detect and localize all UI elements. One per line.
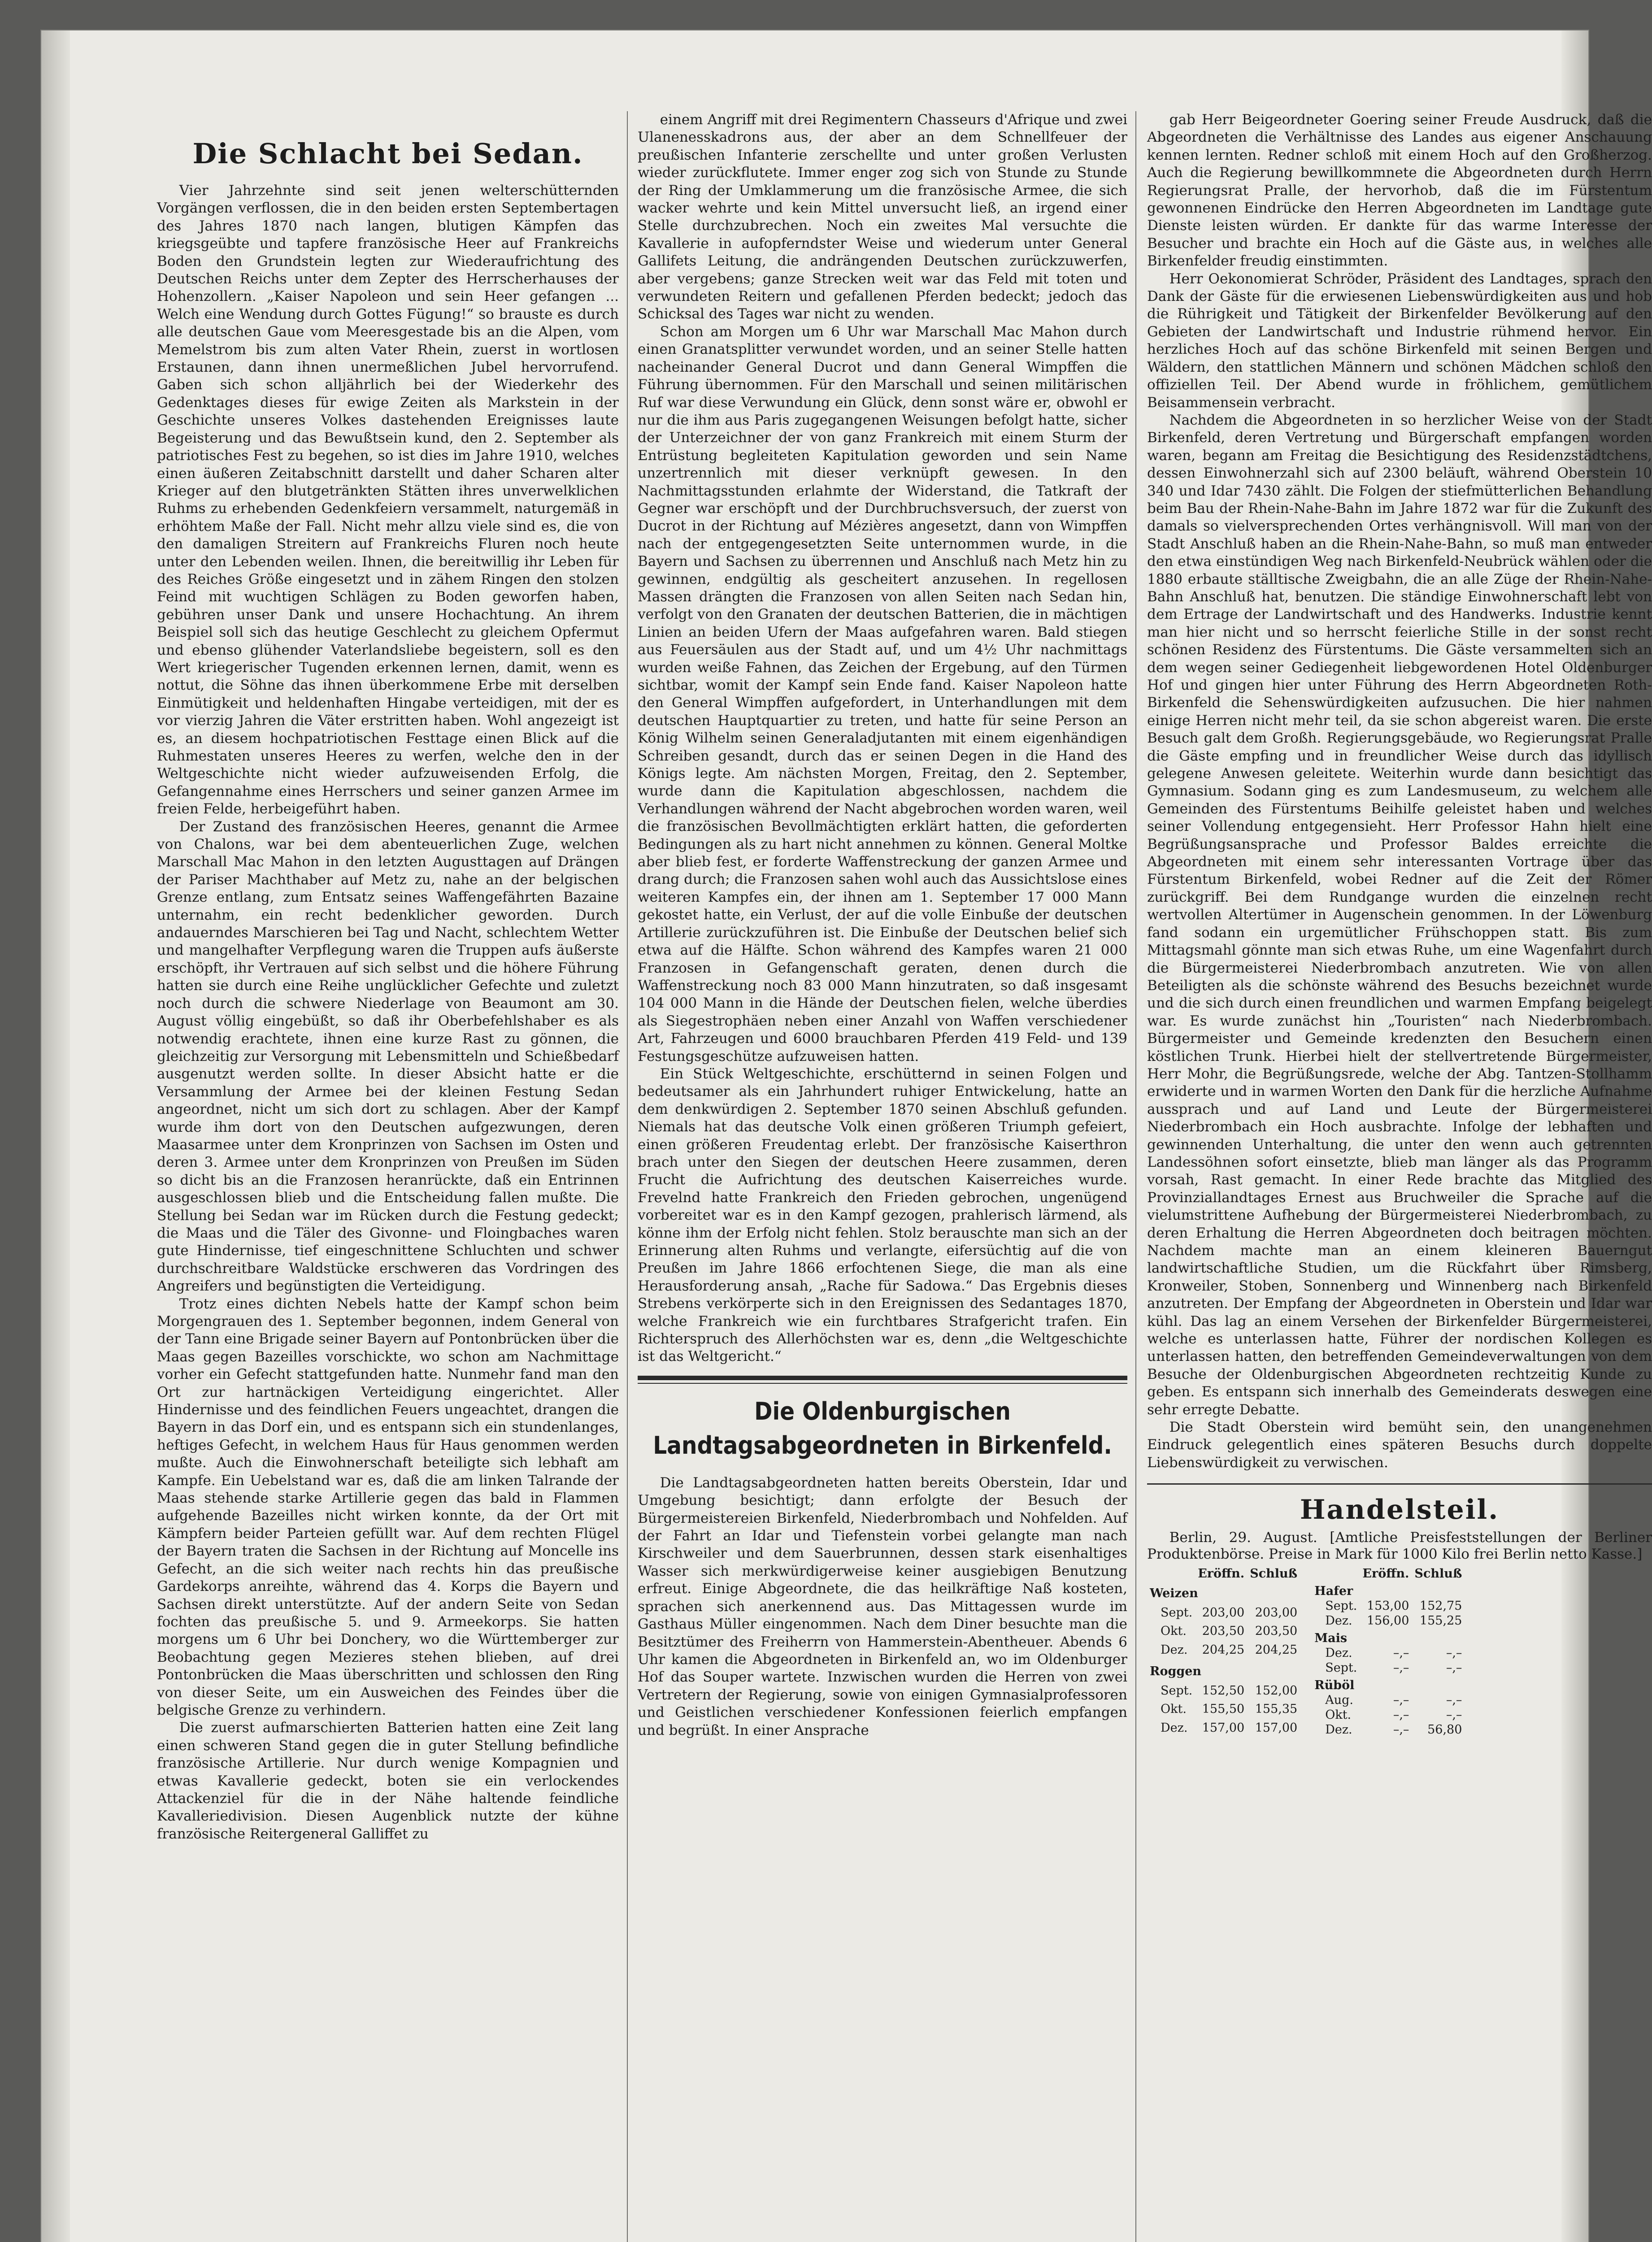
closing-price: –,– bbox=[1446, 1708, 1462, 1722]
price-row bbox=[1312, 1646, 1465, 1660]
price-row bbox=[1312, 1613, 1465, 1628]
paragraph: Ein Stück Weltgeschichte, erschütternd in seinen Folgen und bedeutsamer als ein Jahrhundert ruhiger Entwickelung, hatte an dem denkwürdigen 2. September 1870 seinen Abschluß gefunden. Niemals hat das deutsche Volk einen größeren Triumph gefeiert, einen größeren Freudentag erlebt. Der französische Kaiserthron brach unter den Siegen der deutschen Heere zusammen, deren Frucht die Aufrichtung des deutschen Kaiserreiches wurde. Frevelnd hatte Frankreich den Frieden gebrochen, ungenügend vorbereitet war es in den Kampf gezogen, prahlerisch lärmend, als könne ihm der Erfolg nicht fehlen. Stolz berauschte man sich an der Erinnerung alten Ruhms und verlangte, eifersüchtig auf die von Preußen im Jahre 1866 erfochtenen Siege, die man als eine Herausforderung ansah, „Rache für Sadowa.“ Das Ergebnis dieses Strebens verkörperte sich in den Ereignissen des Sedantages 1870, welche Frankreich wie ein furchtbares Strafgericht trafen. Ein Richterspruch des Allerhöchsten war es, denn „die Weltgeschichte ist das Weltgericht.“ bbox=[638, 1065, 1127, 1365]
opening-price: 155,50 bbox=[1202, 1702, 1245, 1716]
month-label: Sept. bbox=[1161, 1605, 1193, 1620]
closing-price: 204,25 bbox=[1255, 1642, 1298, 1657]
header-open: Eröffn. bbox=[1362, 1567, 1409, 1581]
section-divider-thin bbox=[638, 1383, 1127, 1384]
month-label: Dez. bbox=[1325, 1614, 1352, 1628]
commodity-name: Hafer bbox=[1314, 1584, 1353, 1599]
section-divider bbox=[1147, 1483, 1652, 1485]
opening-price: 203,00 bbox=[1202, 1605, 1245, 1620]
closing-price: 203,50 bbox=[1255, 1624, 1298, 1638]
paragraph: einem Angriff mit drei Regimentern Chasseurs d'Afrique und zwei Ulanenesskadrons aus, der aber an dem Schnellfeuer der preußischen Infanterie zerschellte und unter großen Verlusten wieder zurückflutete. Immer enger zog sich von Stunde zu Stunde der Ring der Umklammerung um die französische Armee, die sich wacker wehrte und kein Mittel unversucht ließ, an irgend einer Stelle durchzubrechen. Noch ein zweites Mal versuchte die Kavallerie in aufopferndster Weise und wiederum unter General Gallifets Leitung, die andrängenden Deutschen zurückzuwerfen, aber vergebens; ganze Strecken weit war das Feld mit toten und verwundeten Reitern und gefallenen Pferden bedeckt; jedoch das Schicksal des Tages war nicht zu wenden. bbox=[638, 112, 1127, 322]
market-section-title: Handelsteil. bbox=[1300, 1494, 1500, 1526]
month-label: Dez. bbox=[1325, 1723, 1352, 1737]
price-row bbox=[1147, 1622, 1300, 1641]
opening-price: –,– bbox=[1393, 1693, 1409, 1708]
paragraph: Trotz eines dichten Nebels hatte der Kampf schon beim Morgengrauen des 1. September begonnen, indem General von der Tann eine Brigade seiner Bayern auf Pontonbrücken über die Maas gegen Bazeilles vorschickte, wo schon am Nachmittage vorher ein Gefecht stattgefunden hatte. Nunmehr fand man den Ort zur hartnäckigen Verteidigung eingerichtet. Aller Hindernisse und des feindlichen Feuers ungeachtet, drangen die Bayern in das Dorf ein, und es entspann sich ein stundenlanges, heftiges Gefecht, in welchem Haus für Haus genommen werden mußte. Auch die Einwohnerschaft beteiligte sich lebhaft am Kampfe. Ein Uebelstand war es, daß die am linken Talrande der Maas stehende starke Artillerie gegen das bald in Flammen aufgehende Bazeilles nicht wirken konnte, da der Ort mit Kämpfern beider Parteien gefüllt war. Auf dem rechten Flügel der Bayern traten die Sachsen in der Richtung auf Moncelle ins Gefecht, an die sich weiter nach rechts hin das preußische Gardekorps anreihte, während das 4. Korps die Bayern und Sachsen direkt unterstützte. Auf der andern Seite von Sedan fochten das preußische 5. und 9. Armeekorps. Sie hatten morgens um 6 Uhr bei Donchery, wo die Württemberger zur Beobachtung gegen Mezieres stehen blieben, auf drei Pontonbrücken die Maas überschritten und schlossen den Ring von dieser Seite, um ein Ausweichen des Feindes über die belgische Grenze zu verhindern. bbox=[157, 1295, 619, 1718]
commodity-name: Rüböl bbox=[1314, 1678, 1355, 1693]
price-row bbox=[1147, 1719, 1300, 1738]
column-divider bbox=[627, 111, 628, 2242]
commodity-name: Mais bbox=[1314, 1631, 1348, 1646]
section-divider bbox=[638, 1376, 1127, 1380]
price-row bbox=[1312, 1599, 1465, 1613]
market-intro-text: Berlin, 29. August. [Amtliche Preisfeststellungen der Berliner Produktenbörse. Preise in Mark für 1000 Kilo frei Berlin netto Kasse.] bbox=[1147, 1529, 1652, 1563]
header-close: Schluß bbox=[1414, 1567, 1462, 1581]
opening-price: 153,00 bbox=[1366, 1599, 1409, 1613]
column-divider bbox=[1135, 111, 1136, 2242]
opening-price: –,– bbox=[1393, 1661, 1409, 1675]
opening-price: 203,50 bbox=[1202, 1624, 1245, 1638]
price-table-left bbox=[1147, 1566, 1300, 1737]
month-label: Sept. bbox=[1325, 1661, 1357, 1675]
opening-price: –,– bbox=[1393, 1723, 1409, 1737]
month-label: Dez. bbox=[1161, 1721, 1188, 1735]
closing-price: 152,00 bbox=[1255, 1683, 1298, 1698]
paragraph: Die Stadt Oberstein wird bemüht sein, den unangenehmen Eindruck gelegentlich eines späteren Besuchs durch doppelte Liebenswürdigkeit zu verwischen. bbox=[1147, 1419, 1652, 1471]
month-label: Sept. bbox=[1325, 1599, 1357, 1613]
newspaper-page bbox=[41, 30, 1652, 2242]
closing-price: –,– bbox=[1446, 1661, 1462, 1675]
price-row bbox=[1312, 1708, 1465, 1722]
closing-price: 155,25 bbox=[1419, 1614, 1462, 1628]
price-row bbox=[1312, 1660, 1465, 1675]
month-label: Aug. bbox=[1325, 1693, 1353, 1708]
column-2 bbox=[638, 111, 1127, 1739]
closing-price: 203,00 bbox=[1255, 1605, 1298, 1620]
paragraph: Die Landtagsabgeordneten hatten bereits Oberstein, Idar und Umgebung besichtigt; dann erfolgte der Besuch der Bürgermeistereien Birkenfeld, Niederbrombach und Nohfelden. Auf der Fahrt an Idar und Tiefenstein vorbei gelangte man nach Kirschweiler und dem Sauerbrunnen, dessen stark eisenhaltiges Wasser sich merkwürdigerweise keiner ausgiebigen Benutzung erfreut. Einige Abgeordnete, die das heilkräftige Naß kosteten, sprachen sich anerkennend aus. Das Mittagessen wurde im Gasthaus Müller eingenommen. Nach dem Diner besuchte man die Besitztümer des Freiherrn von Hammerstein-Abentheuer. Abends 6 Uhr kamen die Abgeordneten in Birkenfeld an, wo im Oldenburger Hof das Souper wartete. Inzwischen wurden die Herren von zwei Vertretern der Regierung, sowie von einigen Gymnasialprofessoren und Geistlichen verschiedener Konfessionen feierlich empfangen und begrüßt. In einer Ansprache bbox=[638, 1474, 1127, 1738]
paragraph: Die zuerst aufmarschierten Batterien hatten eine Zeit lang einen schweren Stand gegen die in guter Stellung befindliche französische Artillerie. Nur durch wenige Kompagnien und etwas Kavallerie gedeckt, boten sie ein verlockendes Attackenziel für die in der Nähe haltende feindliche Kavalleriedivision. Diesen Augenblick nutzte der kühne französische Reitergeneral Galliffet zu bbox=[157, 1720, 619, 1842]
closing-price: 152,75 bbox=[1419, 1599, 1462, 1613]
price-row bbox=[1312, 1693, 1465, 1708]
month-label: Sept. bbox=[1161, 1683, 1193, 1698]
price-row bbox=[1147, 1603, 1300, 1622]
commodity-name: Weizen bbox=[1150, 1586, 1198, 1601]
header-open: Eröffn. bbox=[1198, 1567, 1245, 1581]
closing-price: 56,80 bbox=[1427, 1723, 1462, 1737]
paragraph: Nachdem die Abgeordneten in so herzlicher Weise von der Stadt Birkenfeld, deren Vertretung und Bürgerschaft empfangen worden waren, begann am Freitag die Besichtigung des Residenzstädtchens, dessen Einwohnerzahl sich auf 2300 beläuft, während Oberstein 10 340 und Idar 7430 zählt. Die Folgen der stiefmütterlichen Behandlung beim Bau der Rhein-Nahe-Bahn im Jahre 1872 war für die Zukunft des damals so vielversprechenden Ortes verhängnisvoll. Will man von der Stadt Anschluß haben an die Rhein-Nahe-Bahn, so muß man entweder den etwa einstündigen Weg nach Birkenfeld-Neubrück wählen oder die 1880 erbaute ställtische Zweigbahn, die an alle Züge der Rhein-Nahe-Bahn Anschluß hat, benutzen. Die ständige Einwohnerschaft lebt von dem Ertrage der Landwirtschaft und des Handwerks. Industrie kennt man hier nicht und so herrscht feierliche Stille in der sonst recht schönen Residenz des Fürstentums. Die Gäste versammelten sich an dem wegen seiner Gediegenheit liebgewordenen Hotel Oldenburger Hof und gingen hier unter Führung des Herrn Abgeordneten Roth-Birkenfeld die Sehenswürdigkeiten aufzusuchen. Die hier nahmen einige Herren nicht mehr teil, da sie schon abgereist waren. Die erste Besuch galt dem Großh. Regierungsgebäude, wo Regierungsrat Pralle die Gäste empfing und in freundlicher Weise durch das idyllisch gelegene Anwesen geleitete. Weiterhin wurde dann besichtigt das Gymnasium. Sodann ging es zum Landesmuseum, zu welchem alle Gemeinden des Fürstentums Beihilfe geleistet haben und welches seiner Vollendung entgegensieht. Herr Professor Hahn hielt eine Begrüßungsansprache und Professor Baldes erreichte die Abgeordneten mit einem sehr interessanten Vortrage über das Fürstentum Birkenfeld, wobei Redner auf die Zeit der Römer zurückgriff. Bei dem Rundgange wurden die einzelnen recht wertvollen Altertümer in Augenschein genommen. In der Löwenburg fand sodann ein urgemütlicher Frühschoppen statt. Bis zum Mittagsmahl gönnte man sich etwas Ruhe, um eine Wagenfahrt durch die Bürgermeisterei Niederbrombach anzutreten. Wie von allen Beteiligten als die schönste während des Besuchs bezeichnet wurde und die sich durch einen freundlichen und warmen Empfang beigelegt war. Es wurde zunächst hin „Touristen“ nach Niederbrombach. Bürgermeister und Gemeinde kredenzten den Besuchern einen köstlichen Trunk. Hierbei hielt der stellvertretende Bürgermeister, Herr Mohr, die Begrüßungsrede, welche der Abg. Tantzen-Stollhamm erwiderte und in warmen Worten den Dank für die herzliche Aufnahme aussprach und auf Land und Leute der Bürgermeisterei Niederbrombach ein Hoch ausbrachte. Infolge der lebhaften und gewinnenden Unterhaltung, die unter den wenn auch getrennten Landessöhnen sofort einsetzte, blieb man länger als das Programm vorsah, Rast gemacht. In einer Rede brachte das Mitglied des Provinziallandtages Ernest aus Bruchweiler die Sprache auf die vielumstrittene Aufhebung der Bürgermeisterei Niederbrombach, zu deren Erhaltung die Herren Abgeordneten doch beitragen möchten. Nachdem machte man an einem kleineren Bauerngut landwirtschaftliche Studien, um die Rückfahrt über Rimsberg, Kronweiler, Stoben, Sonnenberg und Winnenberg nach Birkenfeld anzutreten. Der Empfang der Abgeordneten in Oberstein und Idar war kühl. Das lag an einem Versehen der Birkenfelder Bürgermeisterei, welche es unterlassen hatte, Führer der nordischen Kollegen es unterlassen hatten, den betreffenden Gemeindeverwaltungen von dem Besuche der Oldenburgischen Abgeordneten rechtzeitig Kunde zu geben. Es entspann sich innerhalb des Gemeinderats deswegen eine sehr erregte Debatte. bbox=[1147, 412, 1652, 1418]
month-label: Dez. bbox=[1325, 1646, 1352, 1660]
price-row bbox=[1147, 1700, 1300, 1719]
paragraph: gab Herr Beigeordneter Goering seiner Freude Ausdruck, daß die Abgeordneten die Verhältnisse des Landes aus eigener Anschauung kennen lernten. Redner schloß mit einem Hoch auf den Großherzog. Auch die Regierung bewillkommnete die Abgeordneten durch Herrn Regierungsrat Pralle, der hervorhob, daß die im Fürstentum gewonnenen Eindrücke den Herren Abgeordneten im Landtage gute Dienste leisten würden. Er dankte für das warme Interesse der Besucher und brachte ein Hoch auf die Gäste aus, in welches alle Birkenfelder freudig einstimmten. bbox=[1147, 112, 1652, 269]
opening-price: 204,25 bbox=[1202, 1642, 1245, 1657]
header-close: Schluß bbox=[1250, 1567, 1298, 1581]
month-label: Okt. bbox=[1325, 1708, 1352, 1722]
article-body-birkenfeld-part2 bbox=[1147, 111, 1652, 1472]
price-row bbox=[1147, 1641, 1300, 1660]
closing-price: 155,35 bbox=[1255, 1702, 1298, 1716]
article-body-sedan-part1 bbox=[157, 182, 619, 1843]
closing-price: –,– bbox=[1446, 1693, 1462, 1708]
article-body-sedan-part2 bbox=[638, 111, 1127, 1366]
paragraph: Herr Oekonomierat Schröder, Präsident des Landtages, sprach den Dank der Gäste für die erwiesenen Liebenswürdigkeiten aus und hob die Rührigkeit und Tätigkeit der Birkenfelder Bevölkerung auf den Gebieten der Landwirtschaft und Industrie rühmend hervor. Ein herzliches Hoch auf das schöne Birkenfeld mit seinen Bergen und Wäldern, den stattlichen Männern und schönen Mädchen schloß den offiziellen Teil. Der Abend wurde in fröhlichem, gemütlichem Beisammensein verbracht. bbox=[1147, 270, 1652, 411]
article-body-birkenfeld-part1 bbox=[638, 1474, 1127, 1739]
article-title-birkenfeld: Die Oldenburgischen Landtagsabgeordneten in Birkenfeld. bbox=[653, 1397, 1112, 1460]
month-label: Okt. bbox=[1161, 1702, 1187, 1716]
commodity-name: Roggen bbox=[1150, 1664, 1202, 1679]
price-tables bbox=[1147, 1566, 1652, 1737]
closing-price: 157,00 bbox=[1255, 1721, 1298, 1735]
article-title-sedan: Die Schlacht bei Sedan. bbox=[192, 137, 583, 170]
column-1 bbox=[157, 111, 619, 1843]
opening-price: 156,00 bbox=[1366, 1614, 1409, 1628]
price-row bbox=[1147, 1681, 1300, 1700]
month-label: Dez. bbox=[1161, 1642, 1188, 1657]
closing-price: –,– bbox=[1446, 1646, 1462, 1660]
column-3 bbox=[1147, 111, 1652, 1737]
opening-price: –,– bbox=[1393, 1708, 1409, 1722]
paragraph: Der Zustand des französischen Heeres, genannt die Armee von Chalons, war bei dem abenteuerlichen Zuge, welchen Marschall Mac Mahon in den letzten Augusttagen auf Drängen der Pariser Machthaber auf Metz zu, nahe an der belgischen Grenze entlang, zum Entsatz seines Waffengefährten Bazaine unternahm, ein recht bedenklicher geworden. Durch andauerndes Marschieren bei Tag und Nacht, schlechtem Wetter und mangelhafter Verpflegung waren die Truppen aufs äußerste erschöpft, ihr Vertrauen auf sich selbst und die höhere Führung hatten sie durch eine Reihe unglücklicher Gefechte und zuletzt noch durch die schwere Niederlage von Beaumont am 30. August völlig eingebüßt, so daß ihr Oberbefehlshaber es als notwendig erachtete, ihnen eine kurze Rast zu gönnen, die gleichzeitig zur Versorgung mit Lebensmitteln und Schießbedarf ausgenutzt werden sollte. In dieser Absicht hatte er die Versammlung der Armee bei der kleinen Festung Sedan angeordnet, nicht um sich dort zu schlagen. Aber der Kampf wurde ihm dort von den Deutschen aufgezwungen, deren Maasarmee unter dem Kronprinzen von Sachsen im Osten und deren 3. Armee unter dem Kronprinzen von Preußen im Süden so dicht bis an die Franzosen heranrückte, daß ein Entrinnen ausgeschlossen blieb und die Entscheidung fallen mußte. Die Stellung bei Sedan war im Rücken durch die Festung gedeckt; die Maas und die Täler des Givonne- und Floingbaches waren gute Hindernisse, tief eingeschnittene Schluchten und schwer durchschreitbare Waldstücke erschweren das Vordringen des Angreifers und begünstigten die Verteidigung. bbox=[157, 818, 619, 1295]
opening-price: 152,50 bbox=[1202, 1683, 1245, 1698]
opening-price: –,– bbox=[1393, 1646, 1409, 1660]
paragraph: Schon am Morgen um 6 Uhr war Marschall Mac Mahon durch einen Granatsplitter verwundet worden, und an seiner Stelle hatten nacheinander General Ducrot und dann General Wimpffen die Führung übernommen. Für den Marschall und seinen militärischen Ruf war diese Verwundung ein Glück, denn sonst wäre er, obwohl er nur die ihm aus Paris zugegangenen Weisungen befolgt hatte, sicher der Unterzeichner der von ganz Frankreich mit einem Sturm der Entrüstung begleiteten Kapitulation geworden und sein Name unzertrennlich mit dieser verknüpft gewesen. In den Nachmittagsstunden erlahmte der Widerstand, die Tatkraft der Gegner war erschöpft und der Durchbruchsversuch, der zuerst von Ducrot in der Richtung auf Mézières angesetzt, dann von Wimpffen nach der entgegengesetzten Seite unternommen wurde, in die Bayern und Sachsen zu überrennen und Anschluß nach Metz hin zu gewinnen, endgültig als gescheitert anzusehen. In regellosen Massen drängten die Franzosen von allen Seiten nach Sedan hin, verfolgt von den Granaten der deutschen Batterien, die in mächtigen Linien an beiden Ufern der Maas aufgefahren waren. Bald stiegen aus Feuersäulen aus der Stadt auf, und um 4½ Uhr nachmittags wurden weiße Fahnen, das Zeichen der Ergebung, auf den Türmen sichtbar, womit der Kampf sein Ende fand. Kaiser Napoleon hatte den General Wimpffen aufgefordert, in Unterhandlungen mit dem deutschen Hauptquartier zu treten, und hatte für seine Person an König Wilhelm seinen Generaladjutanten mit einem eigenhändigen Schreiben gesandt, durch das er seinen Degen in die Hand des Königs legte. Am nächsten Morgen, Freitag, den 2. September, wurde dann die Kapitulation abgeschlossen, nachdem die Verhandlungen während der Nacht abgebrochen worden waren, weil die französischen Bevollmächtigten erklärt hatten, die geforderten Bedingungen als zu hart nicht annehmen zu können. General Moltke aber blieb fest, er forderte Waffenstreckung der ganzen Armee und drang durch; die Franzosen sahen wohl auch das Aussichtslose eines weiteren Kampfes ein, der ihnen am 1. September 17 000 Mann gekostet hatte, ein Verlust, der auf die volle Einbuße der deutschen Artillerie zurückzuführen ist. Die Einbuße der Deutschen belief sich etwa auf die Hälfte. Schon während des Kampfes waren 21 000 Franzosen in Gefangenschaft geraten, denen durch die Waffenstreckung noch 83 000 Mann hinzutraten, so daß insgesamt 104 000 Mann in die Hände der Deutschen fielen, welche überdies als Siegestrophäen neben einer Anzahl von Waffen verschiedener Art, Fahrzeugen und 6000 brauchbaren Pferden 419 Feld- und 139 Festungsgeschütze aufzuweisen hatten. bbox=[638, 323, 1127, 1065]
price-row bbox=[1312, 1722, 1465, 1737]
price-table-right bbox=[1312, 1566, 1465, 1737]
page-binding-edge bbox=[41, 30, 70, 2242]
month-label: Okt. bbox=[1161, 1624, 1187, 1638]
opening-price: 157,00 bbox=[1202, 1721, 1245, 1735]
paragraph: Vier Jahrzehnte sind seit jenen welterschütternden Vorgängen verflossen, die in den beiden ersten Septembertagen des Jahres 1870 nach langen, blutigen Kämpfen das kriegsgeübte und tapfere französische Heer auf Frankreichs Boden den Grundstein legten zur Wiederaufrichtung des Deutschen Reichs unter dem Zepter des Herrscherhauses der Hohenzollern. „Kaiser Napoleon und sein Heer gefangen ... Welch eine Wendung durch Gottes Fügung!“ so brauste es durch alle deutschen Gaue vom Meeresgestade bis an die Alpen, vom Memelstrom bis zum alten Vater Rhein, zuerst in wortlosen Erstaunen, dann ihnen unermeßlichen Jubel hervorrufend. Gaben sich schon alljährlich bei der Wiederkehr des Gedenktages dieses für ewige Zeiten als Markstein in der Geschichte unseres Volkes dastehenden Ereignisses laute Begeisterung und das Bewußtsein kund, den 2. September als patriotisches Fest zu begehen, so ist dies im Jahre 1910, welches einen äußeren Zeitabschnitt darstellt und daher Scharen alter Krieger auf den blutgetränkten Stätten ihres unverwelklichen Ruhms zu erhebenden Gedenkfeiern versammelt, naturgemäß in erhöhtem Maße der Fall. Nicht mehr allzu viele sind es, die von den damaligen Streitern auf Frankreichs Fluren noch heute unter den Lebenden weilen. Ihnen, die bereitwillig ihr Leben für des Reiches Größe eingesetzt und in zähem Ringen den stolzen Feind mit wuchtigen Schlägen zu Boden geworfen haben, gebühren unser Dank und unsere Hochachtung. An ihrem Beispiel soll sich das heutige Geschlecht zu gleichem Opfermut und ebenso glühender Vaterlandsliebe begeistern, soll es den Wert kriegerischer Tugenden erkennen lernen, damit, wenn es nottut, die Söhne das ihnen überkommene Erbe mit derselben Einmütigkeit und heldenhaften Hingabe verteidigen, mit der es vor vierzig Jahren die Väter erstritten haben. Wohl angezeigt ist es, an diesem hochpatriotischen Festtage einen Blick auf die Ruhmestaten unseres Heeres zu werfen, welche den in der Weltgeschichte nicht wieder aufzuweisenden Erfolg, die Gefangennahme eines Herrschers und seiner ganzen Armee im freien Felde, herbeigeführt haben. bbox=[157, 182, 619, 817]
